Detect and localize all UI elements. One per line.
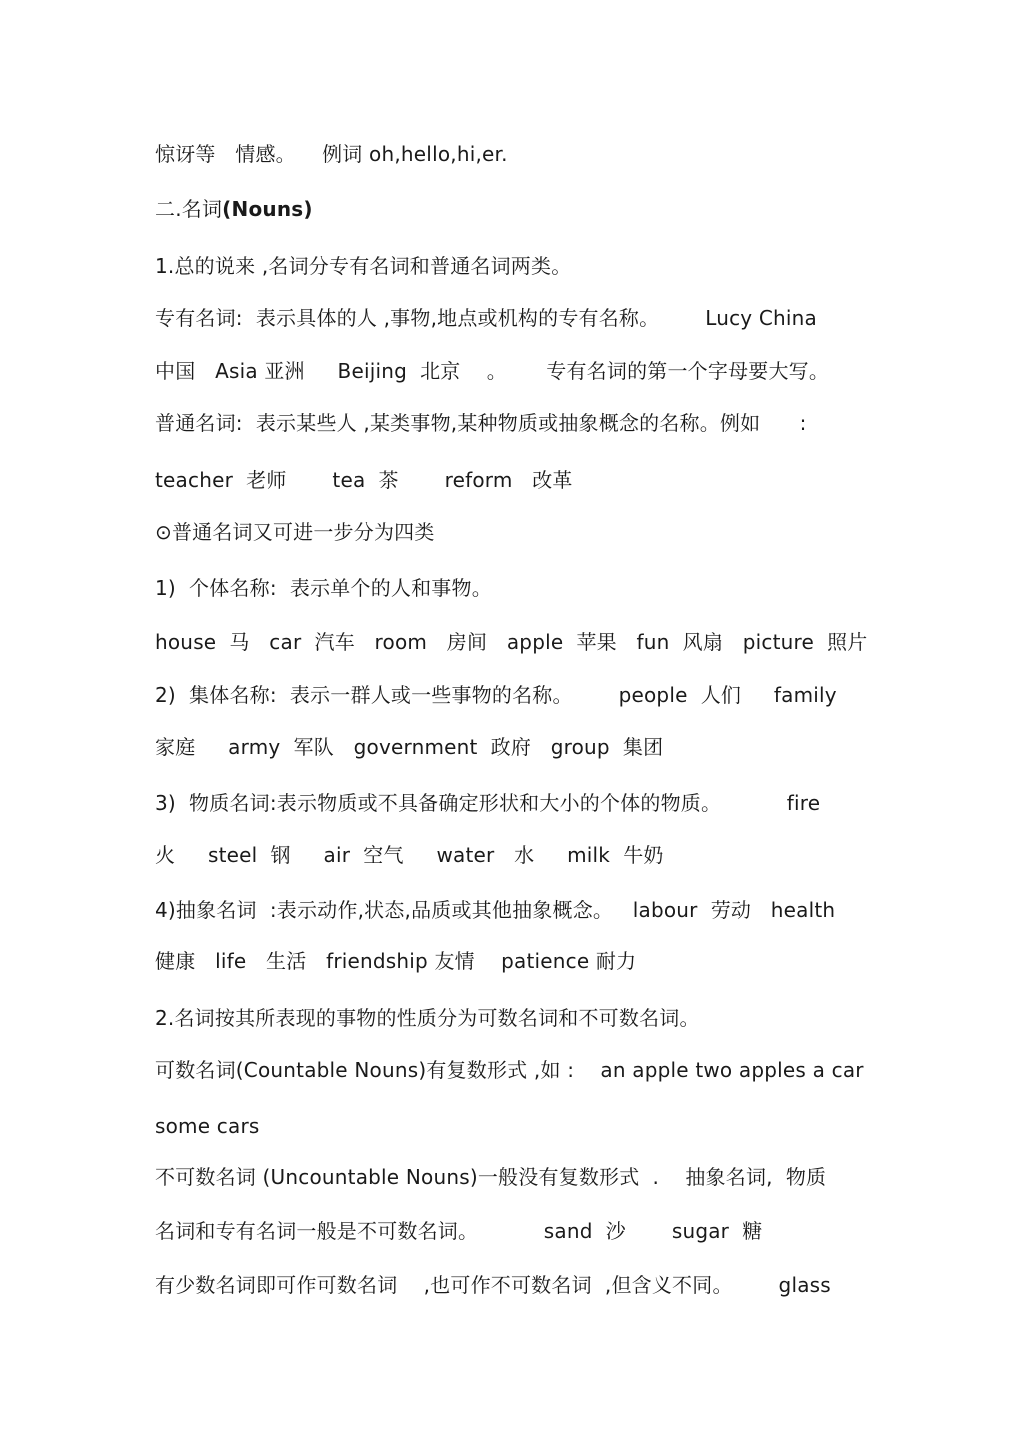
- text-line: 中国 Asia 亚洲 Beijing 北京 。 专有名词的第一个字母要大写。: [155, 359, 830, 383]
- text-line: teacher 老师 tea 茶 reform 改革: [155, 468, 573, 492]
- text-line: 家庭 army 军队 government 政府 group 集团: [155, 735, 664, 759]
- text-line: ⊙普通名词又可进一步分为四类: [155, 520, 435, 544]
- text-line: 可数名词(Countable Nouns)有复数形式 ,如 : an apple two apples a car: [155, 1058, 864, 1082]
- text-line: some cars: [155, 1114, 260, 1138]
- section-heading-bold: (Nouns): [222, 197, 313, 221]
- text-line: 4)抽象名词 :表示动作,状态,品质或其他抽象概念。 labour 劳动 health: [155, 898, 836, 922]
- text-line: house 马 car 汽车 room 房间 apple 苹果 fun 风扇 picture 照片: [155, 630, 868, 654]
- text-line: 2) 集体名称: 表示一群人或一些事物的名称。 people 人们 family: [155, 683, 837, 707]
- section-heading: [155, 195, 875, 223]
- text-line: 健康 life 生活 friendship 友情 patience 耐力: [155, 949, 637, 973]
- text-line: 3) 物质名词:表示物质或不具备确定形状和大小的个体的物质。 fire: [155, 791, 821, 815]
- text-line: 2.名词按其所表现的事物的性质分为可数名词和不可数名词。: [155, 1006, 700, 1030]
- text-line: 1) 个体名称: 表示单个的人和事物。: [155, 576, 492, 600]
- text-line: 1.总的说来 ,名词分专有名词和普通名词两类。: [155, 254, 572, 278]
- text-line: 不可数名词 (Uncountable Nouns)一般没有复数形式 . 抽象名词, 物质: [155, 1165, 827, 1189]
- text-line: 名词和专有名词一般是不可数名词。 sand 沙 sugar 糖: [155, 1219, 763, 1243]
- text-line: 火 steel 钢 air 空气 water 水 milk 牛奶: [155, 843, 664, 867]
- text-line: 有少数名词即可作可数名词 ,也可作不可数名词 ,但含义不同。 glass: [155, 1273, 831, 1297]
- text-line: 普通名词: 表示某些人 ,某类事物,某种物质或抽象概念的名称。例如 :: [155, 411, 807, 435]
- text-line: 专有名词: 表示具体的人 ,事物,地点或机构的专有名称。 Lucy China: [155, 306, 818, 330]
- section-heading-text: 二.名词: [155, 197, 223, 221]
- text-line: 惊讶等 情感。 例词 oh,hello,hi,er.: [155, 142, 508, 166]
